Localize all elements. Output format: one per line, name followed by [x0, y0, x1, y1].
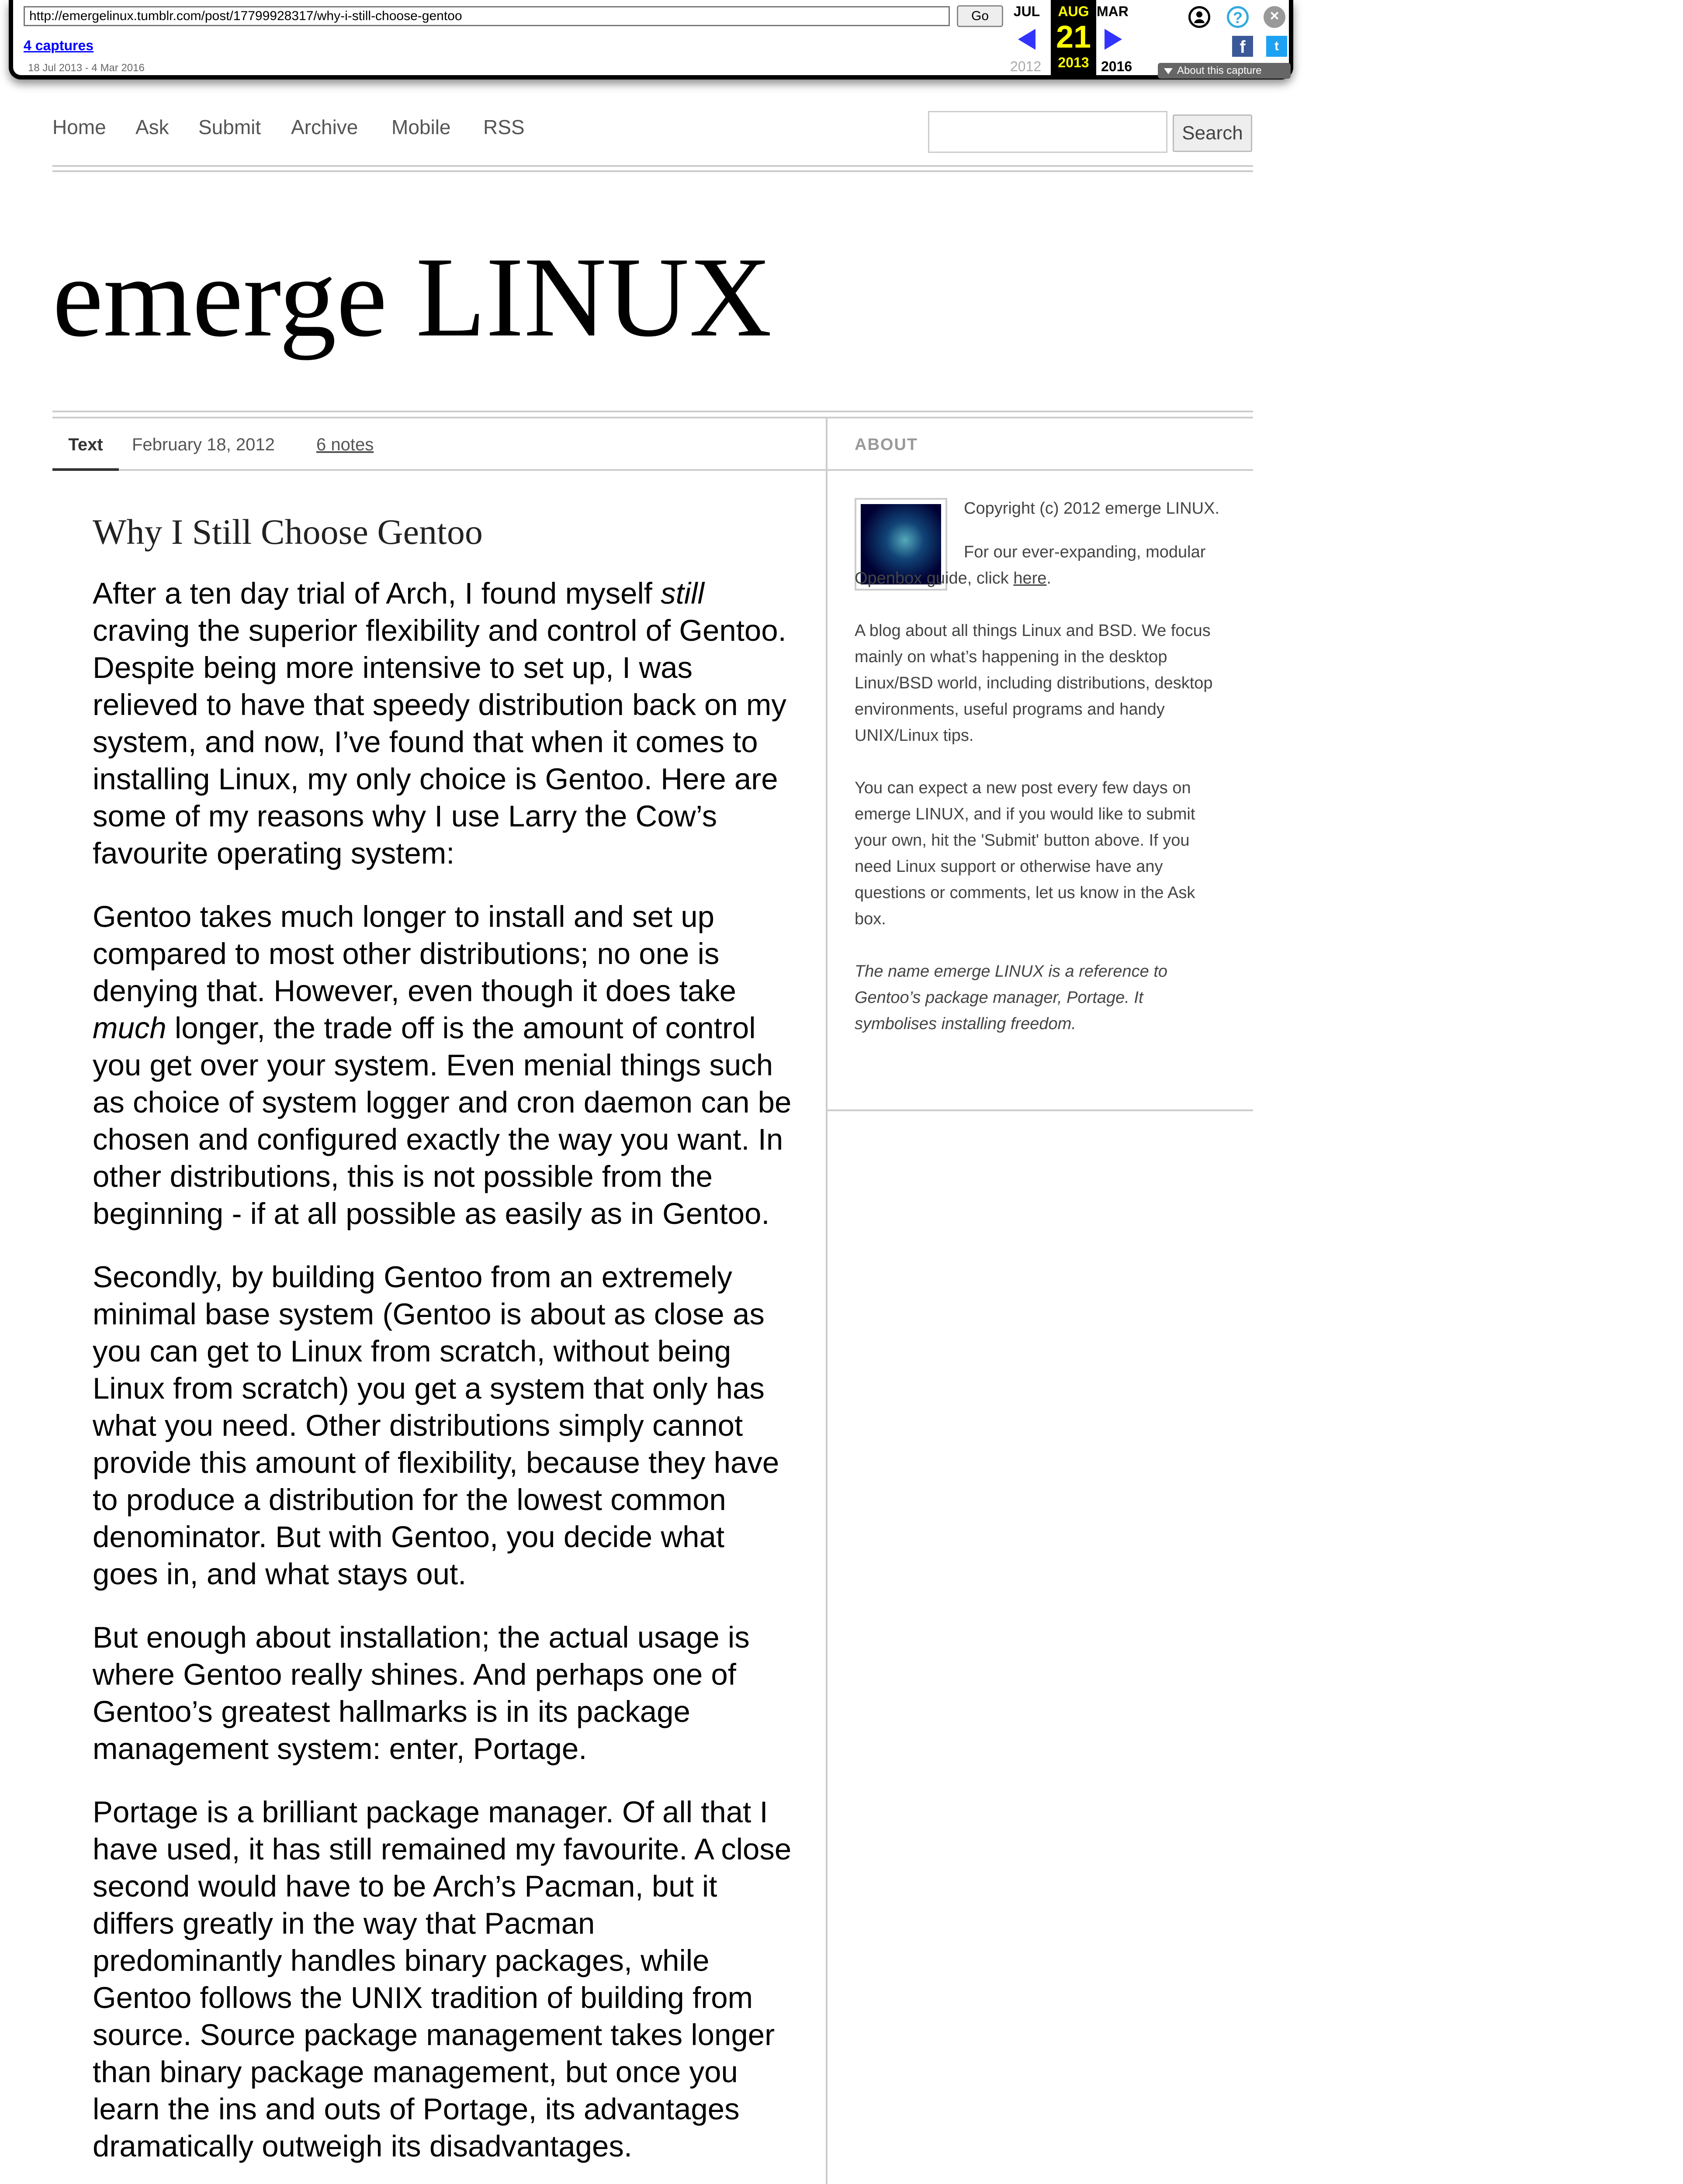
- nav-archive[interactable]: Archive: [291, 116, 358, 138]
- guide-link[interactable]: here: [1013, 569, 1047, 587]
- blog-title[interactable]: emerge LINUX: [52, 234, 772, 360]
- search-button[interactable]: Search: [1173, 114, 1252, 152]
- post-paragraph: [93, 575, 792, 872]
- wayback-next-year[interactable]: 2016: [1101, 59, 1132, 74]
- post-paragraph: But enough about installation; the actual usage is where Gentoo really shines. And perhaps one of Gentoo’s greatest hallmarks is in its package management system: enter, Portage.: [93, 1621, 750, 1766]
- about-submit-info: You can expect a new post every few days on emerge LINUX, and if you would like to submit your own, hit the 'Submit' button above. If you need Linux support or otherwise have any questions or comments, let us know in the Ask box.: [855, 779, 1195, 928]
- post-text: Gentoo takes much longer to install and set up compared to most other distributions; no one is denying that. However, even though it does take: [93, 900, 736, 1008]
- nav-rss[interactable]: RSS: [483, 116, 525, 138]
- guide-text-start: For our ever-expanding, modular Openbox guide, click: [855, 543, 1206, 587]
- header-divider: [52, 170, 1253, 172]
- post-emphasis: much: [93, 1011, 166, 1045]
- wayback-prev-year[interactable]: 2012: [1010, 59, 1042, 74]
- wayback-next-month[interactable]: MAR: [1097, 3, 1129, 19]
- wayback-go-button[interactable]: Go: [957, 5, 1003, 27]
- nav-home[interactable]: Home: [52, 116, 106, 138]
- wayback-capture-range: 18 Jul 2013 - 4 Mar 2016: [28, 62, 145, 74]
- post-type-tab[interactable]: Text: [52, 418, 119, 471]
- about-section: [855, 495, 1222, 1063]
- about-heading: ABOUT: [855, 435, 918, 454]
- wayback-captures-link[interactable]: 4 captures: [24, 38, 94, 53]
- post-text: longer, the trade off is the amount of control you get over your system. Even menial things such as choice of system logger and cron daemon can be chosen and configured exactly the way you want. In other distributions, this is not possible from the beginning - if at all possible as easily as in Gentoo.: [93, 1011, 792, 1230]
- title-divider: [52, 411, 1253, 412]
- post-emphasis: still: [661, 577, 704, 610]
- twitter-icon[interactable]: t: [1266, 36, 1287, 57]
- about-name-note: The name emerge LINUX is a reference to Gentoo’s package manager, Portage. It symbolises installing freedom.: [855, 962, 1168, 1033]
- post-body: [93, 511, 792, 2184]
- post-paragraph: Secondly, by building Gentoo from an extremely minimal base system (Gentoo is about as close as you can get to Linux from scratch, without being Linux from scratch) you get a system that only has what you need. Other distributions simply cannot provide this amount of flexibility, because they have to produce a distribution for the lowest common denominator. But with Gentoo, you decide what goes in, and what stays out.: [93, 1260, 779, 1591]
- wayback-prev-month[interactable]: JUL: [1013, 3, 1040, 19]
- wayback-toolbar: [9, 0, 1293, 79]
- post-paragraph: [93, 898, 792, 1232]
- post-title: Why I Still Choose Gentoo: [93, 512, 483, 552]
- post-paragraph: Portage is a brilliant package manager. Of all that I have used, it has still remained my favourite. A close second would have to be Arch’s Pacman, but it differs greatly in the way that Pacman predominantly handles binary packages, while Gentoo follows the UNIX tradition of building from source. Source package management takes longer than binary package management, but once you learn the ins and outs of Portage, its advantages dramatically outweigh its disadvantages.: [93, 1795, 792, 2163]
- post-notes-link[interactable]: 6 notes: [316, 435, 374, 454]
- header-divider: [52, 165, 1253, 167]
- search-input[interactable]: [928, 111, 1167, 153]
- about-capture-button[interactable]: [1158, 63, 1291, 79]
- nav-mobile[interactable]: Mobile: [391, 116, 451, 138]
- wayback-url-input[interactable]: [24, 6, 950, 26]
- post-text: craving the superior flexibility and control of Gentoo. Despite being more intensive to set up, I was relieved to have that speedy distribution back on my system, and now, I’ve found that when it comes to installing Linux, my only choice is Gentoo. Here are some of my reasons why I use Larry the Cow’s favourite operating system:: [93, 614, 786, 870]
- user-icon[interactable]: [1188, 6, 1210, 28]
- help-icon[interactable]: ?: [1227, 6, 1249, 28]
- next-capture-arrow-icon[interactable]: [1105, 29, 1122, 50]
- wayback-current-year: 2013: [1058, 55, 1089, 70]
- about-description: A blog about all things Linux and BSD. We focus mainly on what’s happening in the desktop Linux/BSD world, including distributions, desktop environments, useful programs and handy UNIX/Linux tips.: [855, 622, 1213, 745]
- wayback-current-day: 21: [1056, 20, 1091, 55]
- nav-ask[interactable]: Ask: [135, 116, 169, 138]
- facebook-icon[interactable]: f: [1232, 36, 1253, 57]
- post-text: After a ten day trial of Arch, I found myself: [93, 577, 661, 610]
- sidebar-divider: [828, 1109, 1253, 1111]
- wayback-current-capture: [1051, 0, 1096, 75]
- guide-text-end: .: [1046, 569, 1051, 587]
- guide-text: [855, 539, 1222, 591]
- copyright-text: Copyright (c) 2012 emerge LINUX.: [964, 499, 1220, 518]
- close-icon[interactable]: ×: [1264, 6, 1285, 28]
- about-capture-label: About this capture: [1177, 65, 1262, 76]
- nav-submit[interactable]: Submit: [198, 116, 261, 138]
- chevron-down-icon: [1164, 68, 1173, 74]
- wayback-current-month: AUG: [1058, 3, 1089, 19]
- column-divider: [826, 418, 828, 2184]
- post-date[interactable]: February 18, 2012: [132, 435, 275, 454]
- prev-capture-arrow-icon[interactable]: [1018, 29, 1035, 50]
